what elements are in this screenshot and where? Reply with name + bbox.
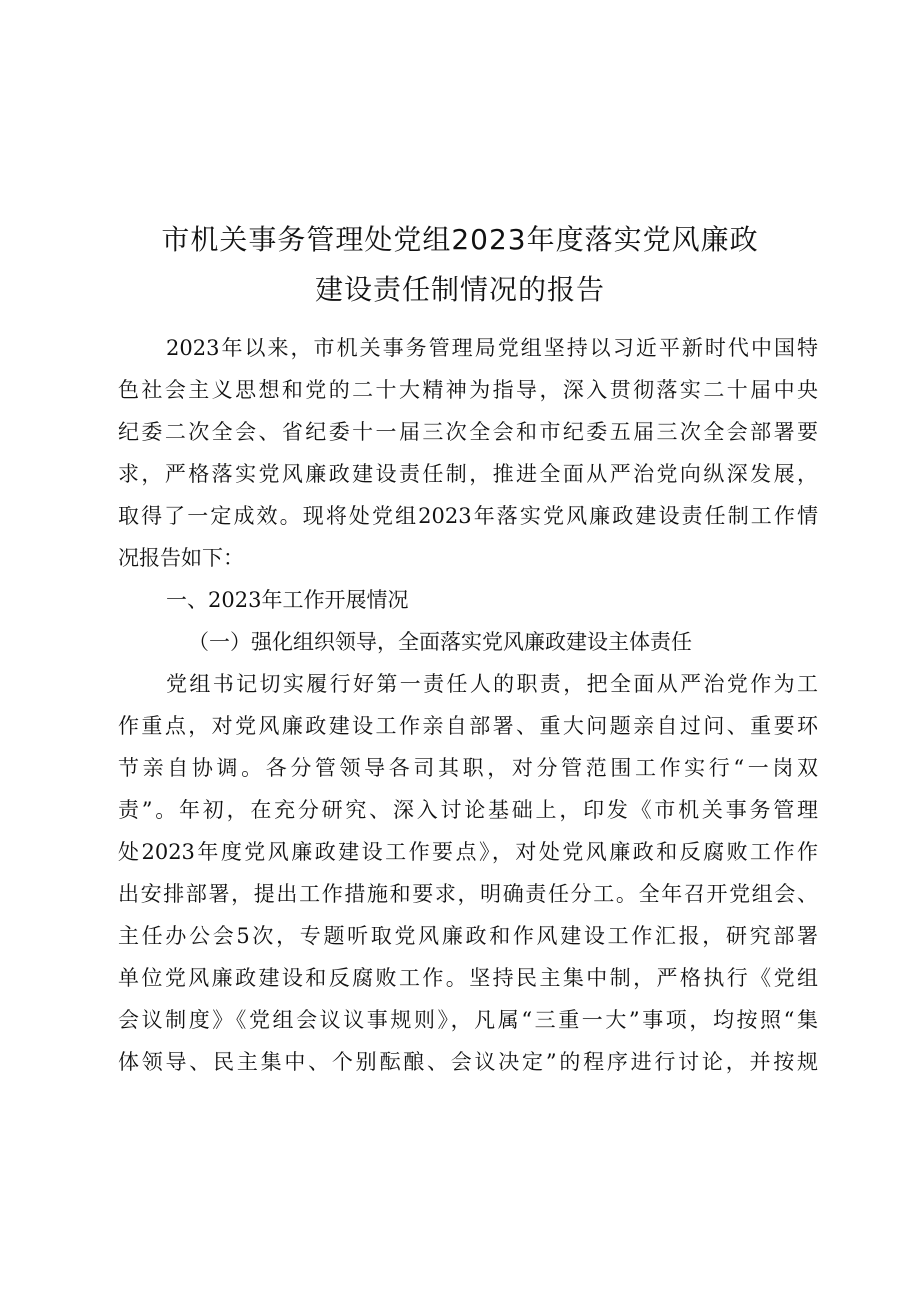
paragraph-1-line: 况报告如下： <box>118 546 244 570</box>
section-heading-1: 一、2023年工作开展情况 <box>166 588 409 612</box>
paragraph-2-line: 出安排部署，提出工作措施和要求，明确责任分工。全年召开党组会、 <box>118 882 818 906</box>
paragraph-2-line: 单位党风廉政建设和反腐败工作。坚持民主集中制，严格执行《党组 <box>118 966 818 990</box>
paragraph-2-line: 党组书记切实履行好第一责任人的职责，把全面从严治党作为工 <box>166 672 818 696</box>
document-title-line-1: 市机关事务管理处党组2023年度落实党风廉政 <box>161 223 759 256</box>
paragraph-2-line: 会议制度》《党组会议议事规则》，凡属“三重一大”事项，均按照“集 <box>118 1008 818 1032</box>
paragraph-1-line: 2023年以来，市机关事务管理局党组坚持以习近平新时代中国特 <box>166 336 818 360</box>
paragraph-2-line: 作重点，对党风廉政建设工作亲自部署、重大问题亲自过问、重要环 <box>118 714 818 738</box>
paragraph-2-line: 处2023年度党风廉政建设工作要点》，对处党风廉政和反腐败工作作 <box>118 840 818 864</box>
paragraph-2-line: 节亲自协调。各分管领导各司其职，对分管范围工作实行“一岗双 <box>118 756 818 780</box>
document-title-line-2: 建设责任制情况的报告 <box>314 273 605 306</box>
paragraph-1-line: 纪委二次全会、省纪委十一届三次全会和市纪委五届三次全会部署要 <box>118 420 818 444</box>
section-subheading-1: （一）强化组织领导，全面落实党风廉政建设主体责任 <box>188 630 692 654</box>
paragraph-2-line: 主任办公会5次，专题听取党风廉政和作风建设工作汇报，研究部署 <box>118 924 818 948</box>
paragraph-2-line: 体领导、民主集中、个别酝酿、会议决定”的程序进行讨论，并按规 <box>118 1050 818 1074</box>
paragraph-1-line: 求，严格落实党风廉政建设责任制，推进全面从严治党向纵深发展， <box>118 462 818 486</box>
paragraph-1-line: 取得了一定成效。现将处党组2023年落实党风廉政建设责任制工作情 <box>118 504 818 528</box>
paragraph-1-line: 色社会主义思想和党的二十大精神为指导，深入贯彻落实二十届中央 <box>118 378 818 402</box>
paragraph-2-line: 责”。年初，在充分研究、深入讨论基础上，印发《市机关事务管理 <box>118 798 818 822</box>
